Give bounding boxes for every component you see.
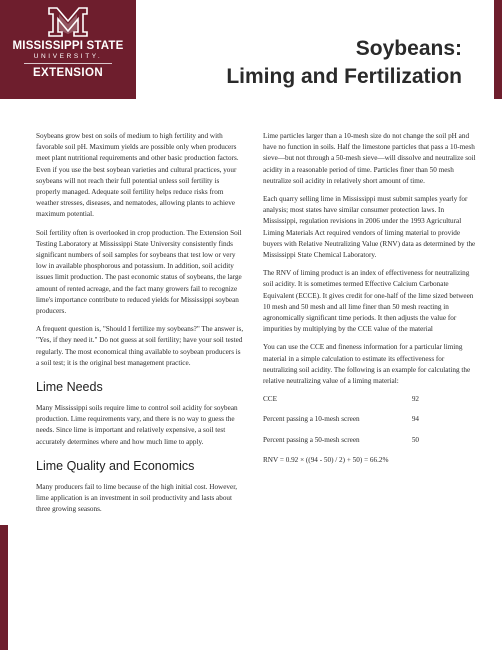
org-name-line2: UNIVERSITY.: [33, 53, 103, 60]
m-state-logo-icon: [47, 6, 89, 38]
calc-row-label: Percent passing a 10-mesh screen: [263, 415, 360, 424]
right-column: [263, 131, 477, 466]
footer-accent-bar: [0, 525, 8, 650]
calc-row-value: 94: [411, 415, 419, 424]
header-accent-bar: [494, 0, 502, 99]
soil-fertility-paragraph: Soil fertility often is overlooked in crop production. The Extension Soil Testing Laboratory at Mississippi State University consistently finds significant numbers of soil samples for soybeans that test low or very low in available phosphorous and potassium. In addition, soil acidity issues limit production. The past economic status of soybeans, the large amount of rented acreage, and the fact many growers fail to recognize lime's importance contribute to reduced yields for Mississippi soybean producers.: [36, 228, 242, 316]
rnv-formula: RNV = 0.92 × ((94 - 50) / 2) + 50) = 66.2%: [263, 455, 389, 464]
calc-row-label: Percent passing a 50-mesh screen: [263, 435, 360, 444]
section-heading-lime-needs: Lime Needs: [36, 380, 103, 395]
calc-row-value: 92: [411, 395, 419, 404]
calc-row: [263, 394, 477, 405]
org-name-line1: MISSISSIPPI STATE: [12, 40, 124, 52]
calc-row: [263, 435, 477, 446]
logo-divider: [24, 63, 112, 64]
calc-row: [263, 414, 477, 425]
lime-particles-paragraph: Lime particles larger than a 10-mesh size do not change the soil pH and have no function in soils. Half the limestone particles that pass a 10-mesh sieve—but not through a 50-mesh sieve—will dissolve and neutralize soil acidity in a reasonable period of time. Particles finer than 50 mesh neutralize soil acidity in relatively short amount of time.: [263, 132, 476, 185]
calculation-intro-paragraph: You can use the CCE and fineness information for a particular liming material in a simple calculation to estimate its effectiveness for neutralizing soil acidity. The following is an example for calculating the relative neutralizing value of a liming material:: [263, 343, 471, 386]
lime-needs-paragraph: Many Mississippi soils require lime to control soil acidity for soybean production. Lime requirements vary, and there is no way to guess the needs. Since lime is important and relatively expensive, a soil test accurately determines where and how much lime to apply.: [36, 404, 238, 446]
lime-quality-paragraph: Many producers fail to lime because of the high initial cost. However, lime application is an investment in soil productivity and lasts about three growing seasons.: [36, 482, 238, 514]
calc-row-value: 50: [411, 435, 419, 444]
intro-paragraph: Soybeans grow best on soils of medium to high fertility and with favorable soil pH. Maximum yields are possible only when producers meet plant nutritional requirements and other basic production factors. Even if you use the best soybean varieties and cultural practices, your soybeans will not reach their full potential unless soil fertility is properly managed. Adequate soil fertility helps reduce risks from weather stresses, diseases, and nematodes, allowing plants to achieve maximum potential.: [36, 132, 239, 219]
extension-logo-band: [0, 0, 136, 99]
fertilize-question-paragraph: A frequent question is, "Should I fertilize my soybeans?" The answer is, "Yes, if they need it." Do not guess at soil fertility; have your soil tested regularly. The most economical thing available to soybean producers is a soil test; it is the original best management practice.: [36, 325, 244, 367]
calc-row-label: CCE: [263, 395, 277, 404]
rnv-paragraph: The RNV of liming product is an index of effectiveness for neutralizing soil acidity. It is sometimes termed Effective Calcium Carbonate Equivalent (ECCE). It gives credit for one-half of the lime sized between 10 mesh and 50 mesh and all lime finer than 50 mesh reacting in agronomically significant time periods. It then adjusts the value for impurities by multiplying by the CCE value of the material: [263, 269, 474, 334]
left-column: [36, 131, 244, 522]
section-heading-lime-quality: Lime Quality and Economics: [36, 458, 195, 473]
page-title-line1: Soybeans:: [355, 37, 462, 60]
quarry-paragraph: Each quarry selling lime in Mississippi must submit samples yearly for analysis; most states have similar consumer protection laws. In Mississippi, regulation revisions in 2006 under the 1993 Agricultural Liming Materials Act required vendors of liming material to provide buyers with Relative Neutralizing Value (RNV) data as determined by the Mississippi State Chemical Laboratory.: [263, 195, 476, 260]
page-title-line2: Liming and Fertilization: [226, 65, 462, 88]
org-name-line3: EXTENSION: [32, 67, 104, 79]
